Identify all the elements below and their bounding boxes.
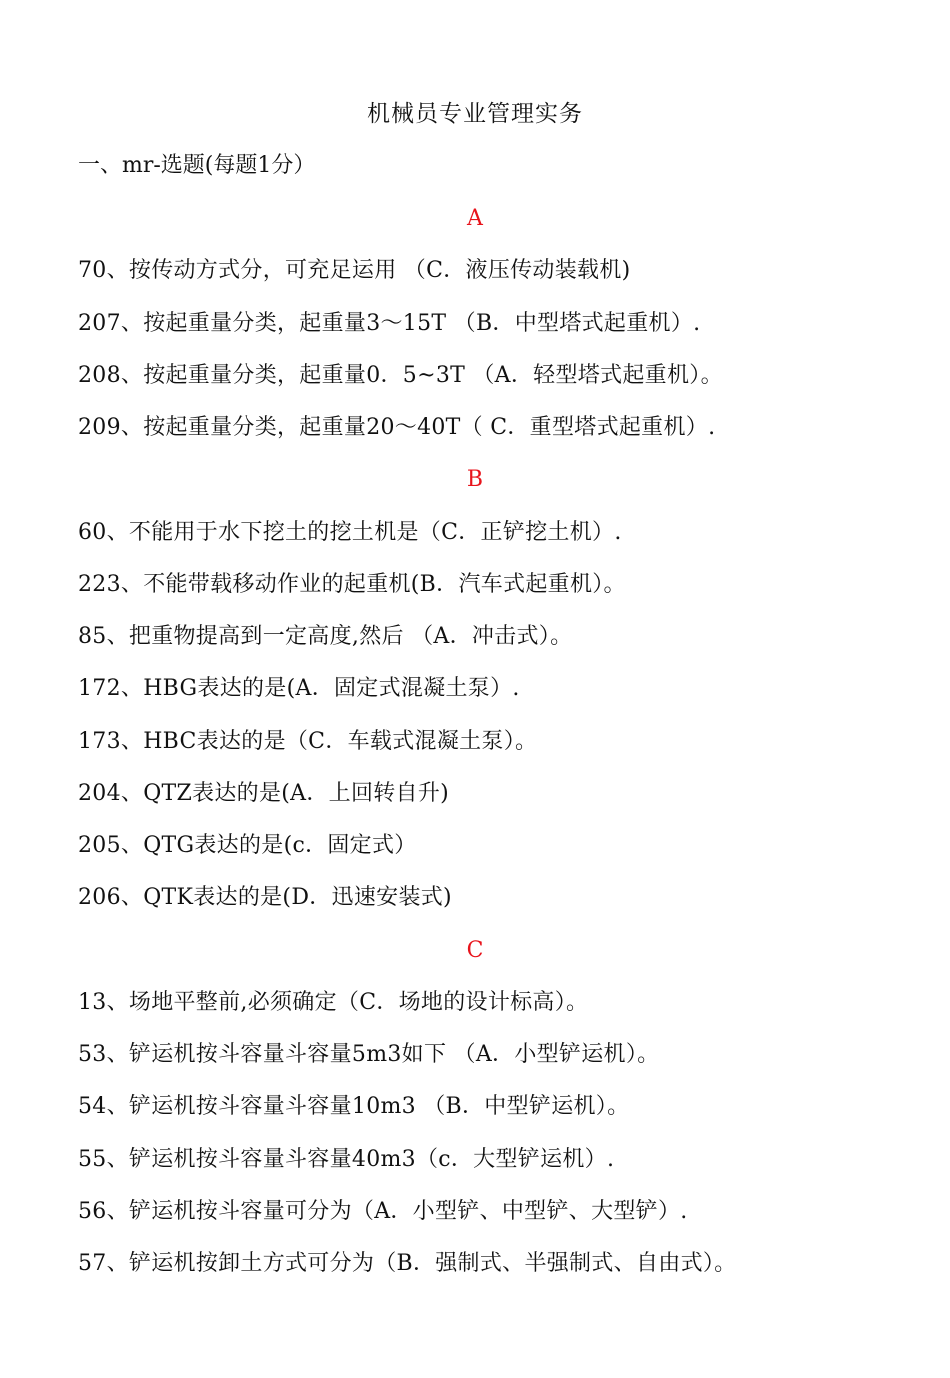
question-item: 70、按传动方式分，可充足运用 （C．液压传动装载机) — [78, 258, 631, 283]
question-item: 205、QTG表达的是(c．固定式） — [78, 833, 417, 858]
question-item: 56、铲运机按斗容量可分为（A．小型铲、中型铲、大型铲）. — [78, 1199, 688, 1224]
question-item: 207、按起重量分类，起重量3～15T （B．中型塔式起重机）. — [78, 311, 701, 336]
question-item: 54、铲运机按斗容量斗容量10m3 （B．中型铲运机）。 — [78, 1094, 630, 1119]
question-item: 208、按起重量分类，起重量0．5~3T （A．轻型塔式起重机）。 — [78, 363, 723, 388]
question-item: 206、QTK表达的是(D．迅速安装式) — [78, 885, 452, 910]
question-item: 60、不能用于水下挖土的挖土机是（C．正铲挖土机）. — [78, 520, 622, 545]
question-item: 55、铲运机按斗容量斗容量40m3（c．大型铲运机）. — [78, 1147, 615, 1172]
question-item: 172、HBG表达的是(A．固定式混凝土泵）. — [78, 676, 520, 701]
question-item: 223、不能带载移动作业的起重机(B．汽车式起重机）。 — [78, 572, 626, 597]
group-letter-c: C — [466, 938, 484, 963]
question-item: 85、把重物提高到一定高度,然后 （A．冲击式）。 — [78, 624, 573, 649]
question-item: 13、场地平整前,必须确定（C．场地的设计标高）。 — [78, 990, 589, 1015]
question-item: 204、QTZ表达的是(A．上回转自升) — [78, 781, 450, 806]
group-letter-b: B — [466, 467, 484, 492]
question-item: 53、铲运机按斗容量斗容量5m3如下 （A．小型铲运机）。 — [78, 1042, 660, 1067]
question-item: 209、按起重量分类，起重量20～40T（ C．重型塔式起重机）. — [78, 415, 716, 440]
group-letter-a: A — [467, 206, 483, 231]
question-item: 173、HBC表达的是（C．车载式混凝土泵）。 — [78, 729, 538, 754]
document-title: 机械员专业管理实务 — [367, 101, 583, 127]
section-heading: 一、mr-选题(每题1分） — [78, 153, 316, 178]
question-item: 57、铲运机按卸土方式可分为（B．强制式、半强制式、自由式）。 — [78, 1251, 737, 1276]
